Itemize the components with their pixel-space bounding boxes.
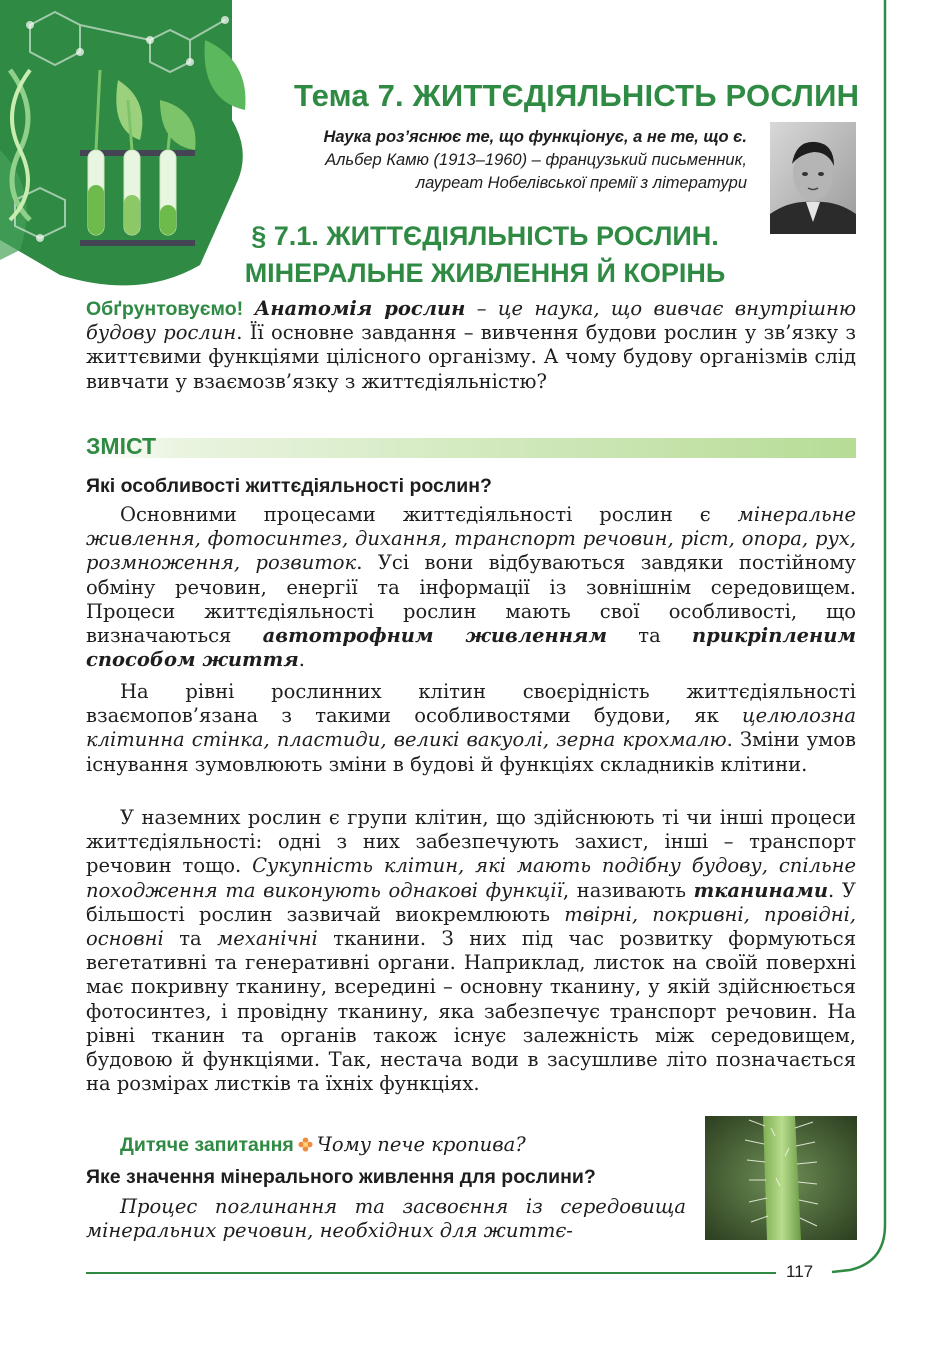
epigraph-author-line1: Альбер Камю (1913–1960) – французький письменник, [325,151,747,169]
paragraph-2-text: На рівні рослинних клітин своєрідність життєдіяльності взаємопов’язана з такими особливостями будови, як [86,680,856,728]
epigraph [324,126,747,195]
footer-rule [86,1272,776,1274]
paragraph-4: Процес поглинання та засвоєння із середовища мінеральних речовин, необхідних для життє- [86,1195,686,1243]
paragraph-3-text-2: , називають [562,878,694,902]
kids-question [120,1133,526,1157]
section-title [200,218,770,292]
intro-definition: – це наука, що вивчає внутрішню будову рослин [86,297,856,345]
intro-paragraph [86,297,856,394]
paragraph-1-term-autotrophic: автотрофним живленням [262,624,607,648]
paragraph-2-features: целюлозна клітинна стінка, пластиди, великі вакуолі, зерна крохмалю [86,704,856,752]
paragraph-1-text-3: та [607,624,692,648]
epigraph-quote: Наука роз’яснює те, що функціонує, а не те, що є. [323,128,747,146]
intro-term: Анатомія рослин [254,297,466,320]
paragraph-1-end: . [298,648,305,672]
paragraph-1 [86,503,856,672]
author-portrait [770,122,856,234]
paragraph-3-text-4: та [163,927,218,951]
section-title-line2: МІНЕРАЛЬНЕ ЖИВЛЕННЯ Й КОРІНЬ [244,258,726,288]
epigraph-author-line2: лауреат Нобелівської премії з літератури [415,174,747,192]
paragraph-3-text-5: тканини. З них під час розвитку формуються вегетативні та генеративні органи. Наприклад, листок на своїй поверхні має покривну тканину, всередині – основну тканину, у якій здійснюється фотосинтез, і провідну тканину, яка забезпечує транспорт речовин. На рівні тканин та органів також існує залежність між середовищем, будовою й функціями. Так, нестача води в засушливе літо позначається на розмірах листків та їхніх функціях. [86,927,856,1096]
paragraph-3-tissue-types: твірні, покривні, провідні, основні [86,902,857,951]
paragraph-3 [86,806,856,1096]
question-heading-1: Які особливості життєдіяльності рослин? [86,475,492,497]
flower-icon [298,1137,313,1152]
paragraph-3-text-3: . У більшості рослин зазвичай виокремлюють [86,878,856,926]
kids-question-text: Чому пече кропива? [316,1133,526,1156]
paragraph-3-definition: Сукупність клітин, які мають подібну будову, спільне походження та виконують однакові функції [86,854,856,902]
zmist-bar [86,438,856,458]
paragraph-1-processes: мінеральне живлення, фотосинтез, дихання, транспорт речовин, ріст, опора, рух, розмноження, розвиток [86,503,856,575]
question-heading-2: Яке значення мінерального живлення для рослини? [86,1166,596,1188]
page-number: 117 [786,1262,814,1281]
paragraph-2-text-2: . Зміни умов існування зумовлюють зміни в будові й функціях складників клітини. [86,728,856,776]
section-title-line1: § 7.1. ЖИТТЄДІЯЛЬНІСТЬ РОСЛИН. [251,221,719,251]
paragraph-3-term-tissues: тканинами [693,878,829,902]
paragraph-2 [86,680,856,777]
paragraph-1-text: Основними процесами життєдіяльності рослин є [120,503,738,526]
paragraph-3-mechanical: механічні [217,927,318,951]
paragraph-3-text: У наземних рослин є групи клітин, що здійснюють ті чи інші процеси життєдіяльності: одні з них забезпечують захист, інші – транспорт речовин тощо. [86,806,856,878]
intro-label: Обґрунтовуємо! [86,298,244,320]
paragraph-1-term-attached: прикріпленим способом життя [86,624,856,672]
topic-title: Тема 7. ЖИТТЄДІЯЛЬНІСТЬ РОСЛИН [294,78,860,113]
zmist-heading: ЗМІСТ [86,433,157,459]
paragraph-1-text-2: . Усі вони відбуваються завдяки постійному обміну речовин, енергії та інформації із зовнішнім середовищем. Процеси життєдіяльності рослин мають свої особливості, що визначаються [86,551,856,648]
nettle-stem-photo [705,1116,857,1240]
intro-text: . Її основне завдання – вивчення будови рослин у зв’язку з життєвими функціями цілісного організму. А чому будову організмів слід вивчати у взаємозв’язку з життєдіяльністю? [86,321,856,393]
kids-question-label: Дитяче запитання [120,1134,294,1156]
